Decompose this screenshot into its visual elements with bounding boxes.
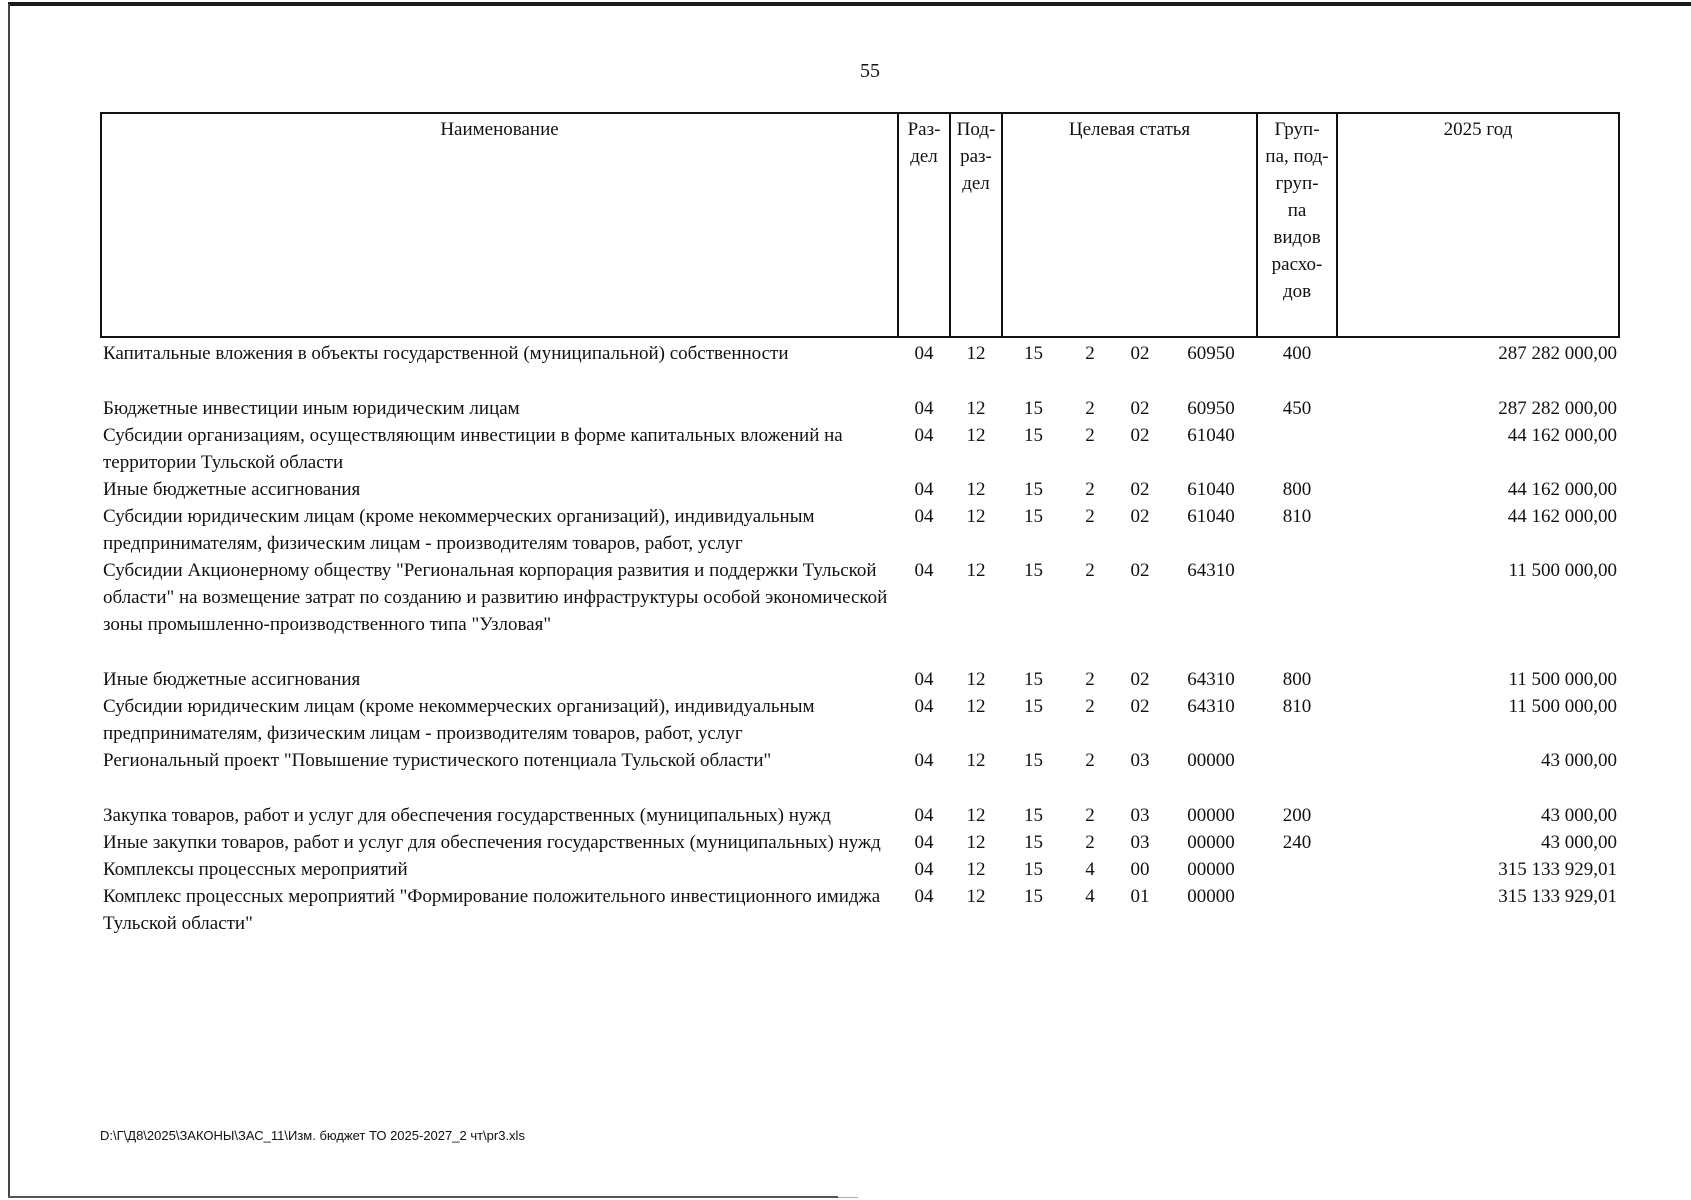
row-razdel: 04: [914, 886, 934, 907]
row-target-program: 15: [1024, 425, 1043, 446]
row-podrazdel: 12: [966, 832, 986, 853]
row-target-type: 2: [1085, 696, 1095, 717]
row-target-direction: 60950: [1187, 398, 1235, 419]
row-amount-2025: 43 000,00: [1541, 832, 1618, 853]
row-target-type: 2: [1085, 425, 1095, 446]
row-razdel: 04: [914, 479, 934, 500]
row-target-program: 15: [1024, 886, 1043, 907]
budget-table: [100, 112, 1620, 937]
header-target-label: Целевая статья: [1068, 119, 1191, 140]
row-podrazdel: 12: [966, 479, 986, 500]
row-target-direction: 00000: [1187, 859, 1235, 880]
row-razdel: 04: [914, 506, 934, 527]
header-razdel: [898, 113, 950, 337]
row-target-structural: 02: [1130, 669, 1150, 690]
row-target-direction: 00000: [1187, 750, 1235, 771]
row-expense-group: 810: [1282, 506, 1312, 527]
row-name: Закупка товаров, работ и услуг для обеспечения государственных (муниципальных) нужд: [103, 805, 831, 826]
row-target-direction: 64310: [1187, 669, 1235, 690]
row-amount-2025: 11 500 000,00: [1508, 560, 1618, 581]
row-name: Комплекс процессных мероприятий "Формирование положительного инвестиционного имиджа Тульской области": [103, 886, 881, 934]
file-path-footer: D:\Г\Д8\2025\ЗАКОНЫ\ЗАС_11\Изм. бюджет ТО 2025-2027_2 чт\pr3.xls: [100, 1128, 525, 1143]
row-target-type: 2: [1085, 506, 1095, 527]
row-target-type: 2: [1085, 669, 1095, 690]
row-podrazdel: 12: [966, 506, 986, 527]
row-expense-group: 450: [1282, 398, 1312, 419]
row-target-type: 2: [1085, 479, 1095, 500]
row-amount-2025: 44 162 000,00: [1507, 506, 1618, 527]
row-target-structural: 00: [1130, 859, 1150, 880]
row-podrazdel: 12: [966, 696, 986, 717]
row-expense-group: 200: [1282, 805, 1312, 826]
scan-frame-bottom-tail: [838, 1197, 858, 1198]
row-name: Субсидии организациям, осуществляющим инвестиции в форме капитальных вложений на территории Тульской области: [103, 425, 843, 473]
row-name: Комплексы процессных мероприятий: [103, 859, 408, 880]
table-row: [101, 337, 1619, 395]
row-amount-2025: 287 282 000,00: [1498, 343, 1618, 364]
row-expense-group: 800: [1282, 479, 1312, 500]
row-target-direction: 64310: [1187, 560, 1235, 581]
row-target-program: 15: [1024, 398, 1043, 419]
row-target-program: 15: [1024, 859, 1043, 880]
row-amount-2025: 44 162 000,00: [1507, 479, 1618, 500]
row-amount-2025: 315 133 929,01: [1498, 859, 1618, 880]
row-name: Иные закупки товаров, работ и услуг для обеспечения государственных (муниципальных) нужд: [103, 832, 881, 853]
row-podrazdel: 12: [966, 560, 986, 581]
row-target-structural: 02: [1130, 398, 1150, 419]
row-target-program: 15: [1024, 506, 1043, 527]
row-target-type: 2: [1085, 805, 1095, 826]
row-target-program: 15: [1024, 479, 1043, 500]
row-podrazdel: 12: [966, 669, 986, 690]
row-target-structural: 02: [1130, 343, 1150, 364]
header-group: [1257, 113, 1337, 337]
row-name: Субсидии юридическим лицам (кроме некоммерческих организаций), индивидуальным предпринимателям, физическим лицам - производителям товаров, работ, услуг: [103, 696, 815, 744]
row-amount-2025: 43 000,00: [1541, 805, 1618, 826]
row-podrazdel: 12: [966, 398, 986, 419]
table-row: [101, 747, 1619, 802]
table-body: [101, 337, 1619, 937]
row-amount-2025: 11 500 000,00: [1508, 696, 1618, 717]
table-row: [101, 422, 1619, 476]
row-expense-group: 240: [1282, 832, 1312, 853]
header-podrazdel-label: Под- раз- дел: [956, 119, 996, 194]
row-expense-group: 800: [1282, 669, 1312, 690]
row-target-structural: 02: [1130, 560, 1150, 581]
row-podrazdel: 12: [966, 859, 986, 880]
row-expense-group: 400: [1282, 343, 1312, 364]
table-row: [101, 666, 1619, 693]
page-number: 55: [860, 60, 880, 82]
row-razdel: 04: [914, 560, 934, 581]
table-row: [101, 395, 1619, 422]
row-target-direction: 00000: [1187, 832, 1235, 853]
row-razdel: 04: [914, 832, 934, 853]
header-podrazdel: [950, 113, 1002, 337]
row-target-type: 4: [1085, 886, 1095, 907]
row-razdel: 04: [914, 696, 934, 717]
table-row: [101, 829, 1619, 856]
row-razdel: 04: [914, 343, 934, 364]
header-group-label: Груп- па, под- груп- па видов расхо- дов: [1265, 119, 1329, 302]
row-target-direction: 61040: [1187, 506, 1235, 527]
row-target-direction: 64310: [1187, 696, 1235, 717]
header-razdel-label: Раз- дел: [907, 119, 941, 167]
row-target-program: 15: [1024, 696, 1043, 717]
header-name: [101, 113, 898, 337]
row-name: Капитальные вложения в объекты государственной (муниципальной) собственности: [103, 343, 789, 364]
row-target-structural: 03: [1130, 750, 1150, 771]
row-target-structural: 02: [1130, 696, 1150, 717]
table-row: [101, 503, 1619, 557]
row-target-structural: 03: [1130, 805, 1150, 826]
row-target-type: 2: [1085, 832, 1095, 853]
row-target-direction: 60950: [1187, 343, 1235, 364]
table-header-row: [101, 113, 1619, 337]
row-target-direction: 00000: [1187, 805, 1235, 826]
row-amount-2025: 11 500 000,00: [1508, 669, 1618, 690]
row-expense-group: [1257, 856, 1337, 883]
row-name: Субсидии юридическим лицам (кроме некоммерческих организаций), индивидуальным предпринимателям, физическим лицам - производителям товаров, работ, услуг: [103, 506, 815, 554]
row-target-program: 15: [1024, 343, 1043, 364]
row-podrazdel: 12: [966, 343, 986, 364]
row-name: Бюджетные инвестиции иным юридическим лицам: [103, 398, 520, 419]
scan-frame-left: [8, 4, 10, 1198]
row-target-type: 2: [1085, 398, 1095, 419]
row-podrazdel: 12: [966, 805, 986, 826]
row-target-program: 15: [1024, 832, 1043, 853]
row-target-program: 15: [1024, 805, 1043, 826]
row-target-structural: 02: [1130, 425, 1150, 446]
row-expense-group: [1257, 883, 1337, 937]
row-razdel: 04: [914, 805, 934, 826]
table-row: [101, 557, 1619, 666]
row-target-type: 2: [1085, 560, 1095, 581]
row-target-program: 15: [1024, 560, 1043, 581]
row-amount-2025: 287 282 000,00: [1498, 398, 1618, 419]
scan-frame-top: [8, 2, 1691, 6]
row-target-direction: 00000: [1187, 886, 1235, 907]
row-target-type: 2: [1085, 750, 1095, 771]
header-year-label: 2025 год: [1443, 119, 1513, 140]
row-target-structural: 01: [1130, 886, 1150, 907]
row-amount-2025: 44 162 000,00: [1507, 425, 1618, 446]
table-row: [101, 693, 1619, 747]
header-year: [1337, 113, 1619, 337]
header-target: [1002, 113, 1257, 337]
row-target-type: 4: [1085, 859, 1095, 880]
row-target-structural: 02: [1130, 479, 1150, 500]
row-expense-group: [1257, 422, 1337, 476]
row-target-program: 15: [1024, 669, 1043, 690]
table-row: [101, 856, 1619, 883]
row-podrazdel: 12: [966, 425, 986, 446]
table-row: [101, 802, 1619, 829]
row-razdel: 04: [914, 859, 934, 880]
row-expense-group: [1257, 747, 1337, 802]
row-target-direction: 61040: [1187, 479, 1235, 500]
row-amount-2025: 315 133 929,01: [1498, 886, 1618, 907]
row-expense-group: 810: [1282, 696, 1312, 717]
row-target-structural: 03: [1130, 832, 1150, 853]
row-razdel: 04: [914, 398, 934, 419]
row-name: Иные бюджетные ассигнования: [103, 479, 361, 500]
scan-frame-bottom: [8, 1196, 838, 1198]
table-row: [101, 476, 1619, 503]
row-razdel: 04: [914, 669, 934, 690]
row-name: Иные бюджетные ассигнования: [103, 669, 361, 690]
row-target-type: 2: [1085, 343, 1095, 364]
row-expense-group: [1257, 557, 1337, 666]
row-amount-2025: 43 000,00: [1541, 750, 1618, 771]
row-podrazdel: 12: [966, 886, 986, 907]
row-podrazdel: 12: [966, 750, 986, 771]
row-name: Субсидии Акционерному обществу "Региональная корпорация развития и поддержки Тульской области" на возмещение затрат по созданию и развитию инфраструктуры особой экономической зоны промышленно-производственного типа "Узловая": [103, 560, 888, 635]
header-name-label: Наименование: [440, 119, 559, 140]
row-razdel: 04: [914, 425, 934, 446]
row-target-program: 15: [1024, 750, 1043, 771]
table-row: [101, 883, 1619, 937]
row-target-structural: 02: [1130, 506, 1150, 527]
row-target-direction: 61040: [1187, 425, 1235, 446]
row-name: Региональный проект "Повышение туристического потенциала Тульской области": [103, 750, 772, 771]
row-razdel: 04: [914, 750, 934, 771]
